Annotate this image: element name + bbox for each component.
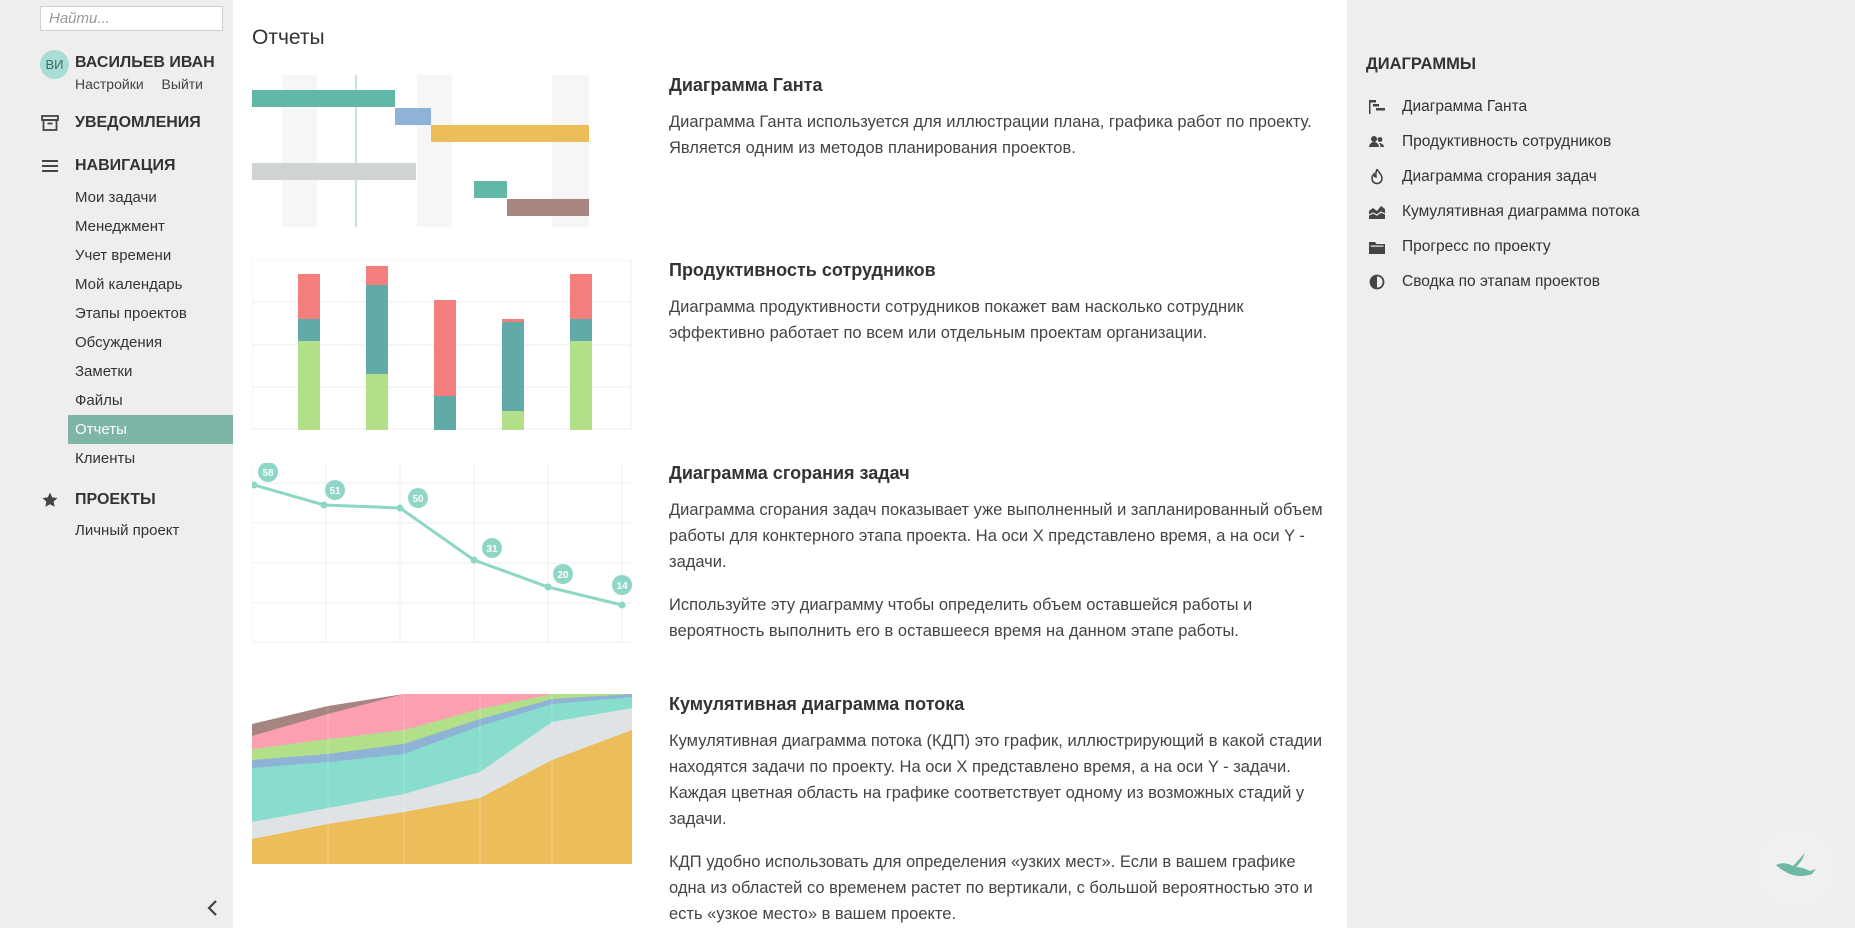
diagrams-panel-title: ДИАГРАММЫ (1366, 55, 1476, 73)
collapse-sidebar-button[interactable] (204, 900, 220, 920)
gantt-icon (1368, 99, 1386, 115)
folder-icon (1368, 239, 1386, 255)
notifications-header[interactable] (40, 111, 233, 135)
diagrams-panel (1347, 0, 1827, 928)
report-burndown-title[interactable]: Диаграмма сгорания задач (669, 463, 910, 483)
nav-item-calendar[interactable]: Мой календарь (75, 276, 183, 293)
diagram-link-label: Продуктивность сотрудников (1402, 132, 1612, 150)
nav-item-discussions[interactable]: Обсуждения (75, 334, 163, 351)
diagram-link-label: Кумулятивная диаграмма потока (1402, 202, 1640, 220)
report-productivity-text (669, 260, 1334, 363)
diagram-link-cumulative-flow[interactable] (1368, 194, 1640, 229)
report-burndown-description: Диаграмма сгорания задач показывает уже выполненный и запланированный объем работы для конктерного этапа проекта. На оси X представлено время, а на оси Y - задачи. (669, 501, 1323, 571)
report-productivity-title[interactable]: Продуктивность сотрудников (669, 260, 936, 280)
archive-icon (40, 113, 60, 133)
projects-header[interactable] (40, 488, 233, 512)
diagram-link-label: Сводка по этапам проектов (1402, 272, 1601, 290)
burndown-label: 20 (557, 570, 569, 581)
report-productivity-description: Диаграмма продуктивности сотрудников покажет вам насколько сотрудник эффективно работает по всем или отдельным проектам организации. (669, 298, 1244, 342)
nav-item-notes[interactable]: Заметки (75, 363, 133, 380)
settings-link[interactable]: Настройки (75, 76, 144, 92)
burndown-label: 14 (616, 581, 628, 592)
menu-icon (40, 156, 60, 176)
report-cumulative-flow-description: Кумулятивная диаграмма потока (КДП) это график, иллюстрирующий в какой стадии находятся задачи по проекту. На оси X представлено время, а на оси Y - задачи. Каждая цветная область на графике соответствует одному из возможных стадий у задачи. (669, 732, 1323, 828)
report-gantt-text (669, 75, 1334, 178)
report-burndown-usage: Используйте эту диаграмму чтобы определить объем оставшейся работы и вероятность выполнить его в оставшееся время на данном этапе работы. (669, 596, 1253, 640)
diagram-link-project-progress[interactable] (1368, 229, 1640, 264)
projects-list (68, 516, 233, 545)
nav-item-project-stages[interactable]: Этапы проектов (75, 305, 187, 322)
report-burndown-text (669, 463, 1334, 661)
help-widget-button[interactable] (1758, 830, 1834, 906)
report-cumulative-flow-text (669, 694, 1334, 928)
main-content (233, 0, 1347, 928)
logout-link[interactable]: Выйти (161, 76, 203, 92)
notifications-label: УВЕДОМЛЕНИЯ (75, 114, 201, 131)
diagram-link-label: Диаграмма сгорания задач (1402, 167, 1597, 185)
user-name[interactable]: ВАСИЛЬЕВ ИВАН (75, 54, 215, 71)
cumulative-flow-thumbnail[interactable] (252, 694, 632, 864)
user-links (75, 76, 217, 92)
diagram-link-label: Прогресс по проекту (1402, 237, 1551, 255)
bird-icon (1774, 851, 1818, 886)
diagram-link-productivity[interactable] (1368, 124, 1640, 159)
nav-item-clients[interactable]: Клиенты (75, 450, 136, 467)
nav-item-time-tracking[interactable]: Учет времени (75, 247, 172, 264)
gantt-thumbnail[interactable] (252, 75, 589, 227)
nav-item-files[interactable]: Файлы (75, 392, 123, 409)
chevron-left-icon (206, 899, 218, 922)
sidebar (0, 0, 233, 928)
navigation-header[interactable] (40, 154, 233, 178)
page-title: Отчеты (252, 26, 325, 49)
navigation-label: НАВИГАЦИЯ (75, 157, 176, 174)
avatar[interactable]: ВИ (40, 50, 69, 79)
users-icon (1368, 134, 1386, 150)
nav-item-management[interactable]: Менеджмент (75, 218, 165, 235)
diagram-link-label: Диаграмма Ганта (1402, 97, 1528, 115)
report-cumulative-flow-title[interactable]: Кумулятивная диаграмма потока (669, 694, 965, 714)
diagram-link-burndown[interactable] (1368, 159, 1640, 194)
burndown-thumbnail[interactable] (252, 463, 632, 643)
productivity-thumbnail[interactable] (252, 260, 632, 430)
navigation-list (68, 183, 233, 473)
report-gantt-description: Диаграмма Ганта используется для иллюстрации плана, графика работ по проекту. Является одним из методов планирования проектов. (669, 113, 1312, 157)
burndown-label: 51 (329, 486, 341, 497)
area-chart-icon (1368, 204, 1386, 220)
page-edge (1827, 0, 1855, 928)
burndown-label: 58 (262, 468, 274, 479)
diagram-link-gantt[interactable] (1368, 89, 1640, 124)
report-cumulative-flow-usage: КДП удобно использовать для определения «узких мест». Если в вашем графике одна из областей со временем растет по вертикали, с большой вероятностью это и есть «узкое место» в вашем проекте. (669, 853, 1313, 923)
search-input[interactable] (40, 6, 223, 31)
diagram-link-stage-summary[interactable] (1368, 264, 1640, 299)
pie-icon (1368, 274, 1386, 290)
fire-icon (1368, 169, 1386, 185)
nav-item-my-tasks[interactable]: Мои задачи (75, 189, 157, 206)
burndown-label: 31 (486, 544, 498, 555)
star-icon (40, 490, 60, 510)
nav-item-reports[interactable]: Отчеты (68, 415, 233, 444)
burndown-label: 50 (412, 494, 424, 505)
report-gantt-title[interactable]: Диаграмма Ганта (669, 75, 823, 95)
diagrams-list (1368, 89, 1640, 299)
project-item-personal[interactable]: Личный проект (75, 522, 180, 539)
projects-label: ПРОЕКТЫ (75, 491, 156, 508)
